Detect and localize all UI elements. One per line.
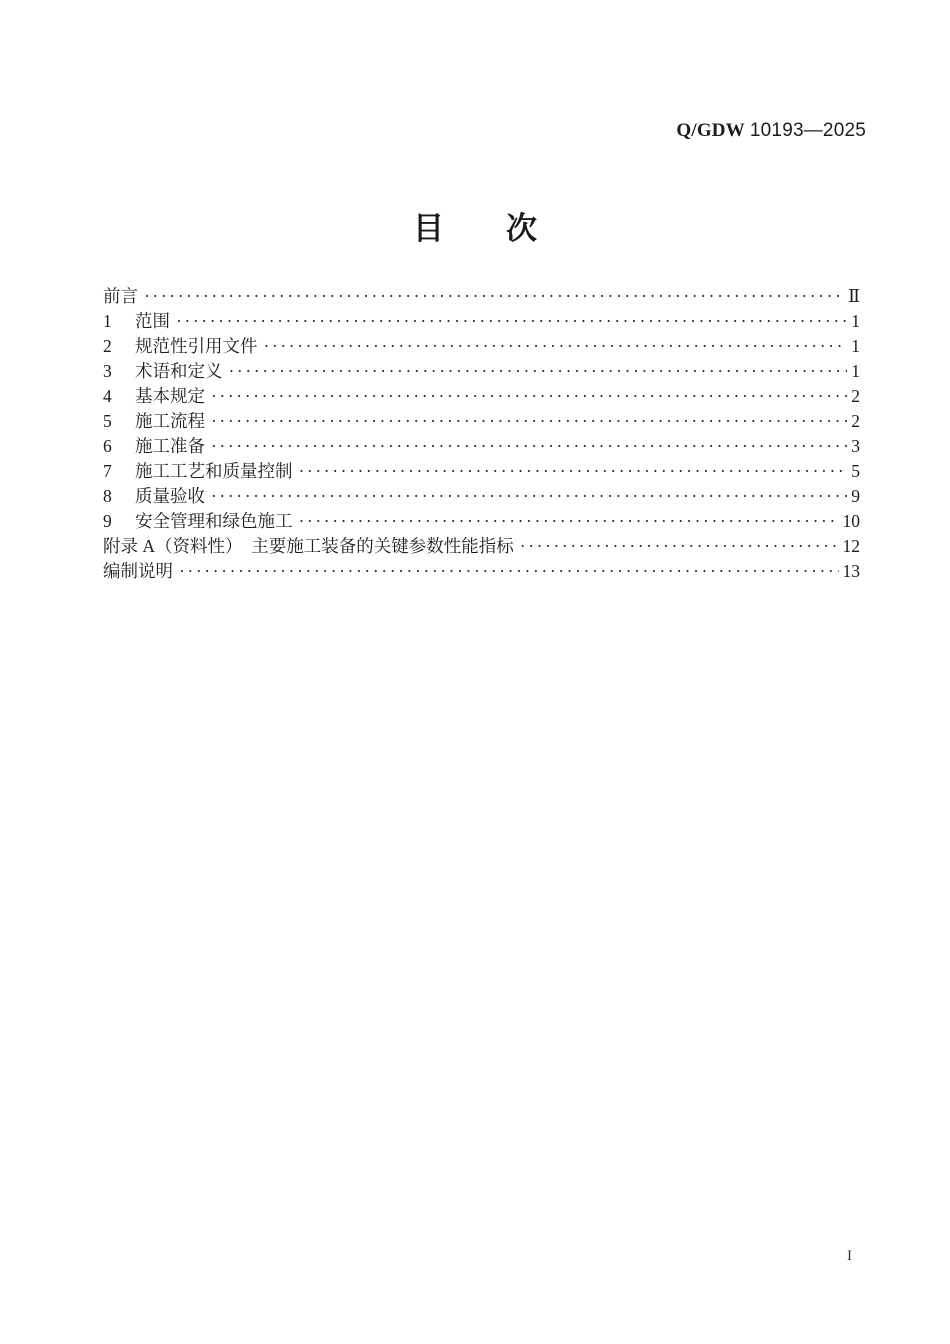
- toc-entry-page: 2: [851, 386, 860, 406]
- toc-entry-page: Ⅱ: [848, 286, 860, 306]
- toc-leader-dots: [211, 409, 847, 434]
- toc-leader-dots: [229, 359, 848, 384]
- toc-entry-number: 9: [103, 511, 112, 531]
- toc-entry-page: 1: [851, 336, 860, 356]
- toc-entry-number: 4: [103, 386, 112, 406]
- page-title: 目 次: [413, 211, 537, 246]
- toc-entry-page: 13: [842, 561, 860, 581]
- toc-leader-dots: [211, 434, 847, 459]
- toc-leader-dots: [520, 534, 839, 559]
- toc-leader-dots: [176, 309, 847, 334]
- toc-entry-technique-quality-control: [103, 459, 860, 484]
- toc-entry-number: 3: [103, 361, 112, 381]
- toc-entry-page: 10: [842, 511, 860, 531]
- toc-entry-label: 术语和定义: [135, 361, 223, 381]
- toc-entry-label: 施工流程: [135, 411, 205, 431]
- toc-entry-number: 1: [103, 311, 112, 331]
- toc-entry-foreword: [103, 284, 860, 309]
- toc-entry-label: 规范性引用文件: [135, 336, 258, 356]
- toc-entry-page: 9: [851, 486, 860, 506]
- toc-entry-safety-green-construction: [103, 509, 860, 534]
- toc-entry-page: 12: [842, 536, 860, 556]
- toc-leader-dots: [211, 384, 847, 409]
- toc-entry-label: 编制说明: [103, 561, 173, 581]
- toc-entry-appendix-a: [103, 534, 860, 559]
- standard-code-number: 10193—2025: [749, 120, 866, 141]
- standard-code-prefix: Q/GDW: [676, 120, 745, 141]
- toc-entry-number: 8: [103, 486, 112, 506]
- toc-entry-page: 5: [851, 461, 860, 481]
- toc-entry-compilation-notes: [103, 559, 860, 584]
- toc-entry-page: 2: [851, 411, 860, 431]
- toc-leader-dots: [179, 559, 839, 584]
- toc-entry-terms-definitions: [103, 359, 860, 384]
- toc-entry-label: 施工工艺和质量控制: [135, 461, 293, 481]
- toc-entry-construction-process: [103, 409, 860, 434]
- toc-entry-label: 施工准备: [135, 436, 205, 456]
- table-of-contents: [103, 284, 860, 584]
- toc-leader-dots: [299, 509, 839, 534]
- toc-leader-dots: [144, 284, 844, 309]
- toc-entry-page: 1: [851, 361, 860, 381]
- toc-entry-construction-preparation: [103, 434, 860, 459]
- toc-leader-dots: [264, 334, 848, 359]
- toc-entry-label: 附录 A（资料性） 主要施工装备的关键参数性能指标: [103, 536, 514, 556]
- toc-entry-label: 范围: [135, 311, 170, 331]
- toc-entry-quality-acceptance: [103, 484, 860, 509]
- toc-entry-number: 2: [103, 336, 112, 356]
- toc-entry-page: 1: [851, 311, 860, 331]
- toc-entry-label: 前言: [103, 286, 138, 306]
- toc-entry-number: 6: [103, 436, 112, 456]
- standard-code: [676, 120, 866, 142]
- toc-entry-scope: [103, 309, 860, 334]
- toc-leader-dots: [299, 459, 848, 484]
- toc-entry-normative-references: [103, 334, 860, 359]
- toc-entry-label: 安全管理和绿色施工: [135, 511, 293, 531]
- toc-entry-label: 基本规定: [135, 386, 205, 406]
- toc-entry-label: 质量验收: [135, 486, 205, 506]
- toc-entry-number: 7: [103, 461, 112, 481]
- toc-entry-basic-rules: [103, 384, 860, 409]
- footer-page-number: I: [847, 1248, 852, 1264]
- toc-entry-page: 3: [851, 436, 860, 456]
- toc-entry-number: 5: [103, 411, 112, 431]
- toc-leader-dots: [211, 484, 847, 509]
